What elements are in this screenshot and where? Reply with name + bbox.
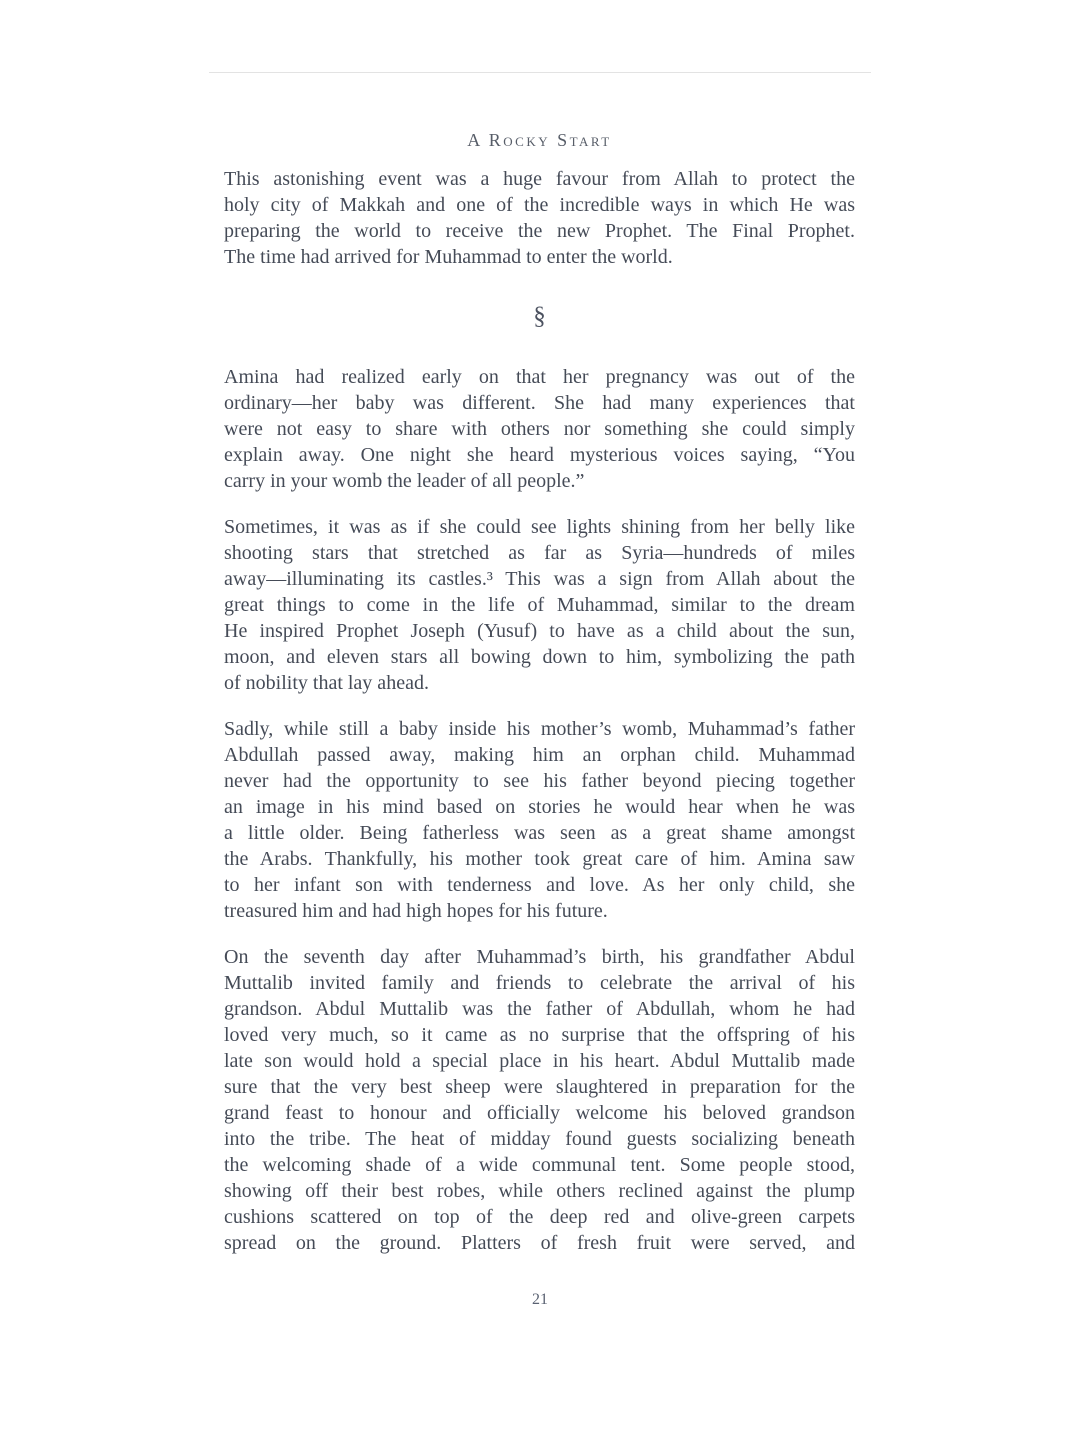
paragraph [224,716,855,924]
text-line: grand feast to honour and officially welcome his beloved grandson [224,1102,855,1124]
running-header-title: A Rocky Start [467,130,612,150]
text-line: treasured him and had high hopes for his future. [224,900,608,922]
text-line: sure that the very best sheep were slaughtered in preparation for the [224,1076,855,1098]
text-line: were not easy to share with others nor something she could simply [224,418,855,440]
text-line: carry in your womb the leader of all people.” [224,470,585,492]
text-line: Sometimes, it was as if she could see lights shining from her belly like [224,516,855,538]
section-break-mark: § [533,303,546,330]
text-line: ordinary—her baby was different. She had many experiences that [224,392,855,414]
text-line: to her infant son with tenderness and love. As her only child, she [224,874,855,896]
text-line: preparing the world to receive the new Prophet. The Final Prophet. [224,220,855,242]
page-number: 21 [532,1291,548,1308]
text-line: away—illuminating its castles.³ This was a sign from Allah about the [224,568,855,590]
text-line: This astonishing event was a huge favour from Allah to protect the [224,168,855,190]
text-line: of nobility that lay ahead. [224,672,429,694]
text-line: the Arabs. Thankfully, his mother took great care of him. Amina saw [224,848,855,870]
header-rule [209,72,871,73]
page-content [224,130,855,1276]
text-line: holy city of Makkah and one of the incredible ways in which He was [224,194,855,216]
text-line: a little older. Being fatherless was seen as a great shame amongst [224,822,855,844]
text-line: Amina had realized early on that her pregnancy was out of the [224,366,855,388]
text-line: He inspired Prophet Joseph (Yusuf) to have as a child about the sun, [224,620,855,642]
text-line: Muttalib invited family and friends to celebrate the arrival of his [224,972,855,994]
text-line: the welcoming shade of a wide communal tent. Some people stood, [224,1154,855,1176]
text-line: spread on the ground. Platters of fresh fruit were served, and [224,1232,855,1254]
text-line: shooting stars that stretched as far as Syria—hundreds of miles [224,542,855,564]
text-line: grandson. Abdul Muttalib was the father of Abdullah, whom he had [224,998,855,1020]
text-line: great things to come in the life of Muhammad, similar to the dream [224,594,855,616]
text-line: cushions scattered on top of the deep red and olive-green carpets [224,1206,855,1228]
text-line: Sadly, while still a baby inside his mother’s womb, Muhammad’s father [224,718,855,740]
text-line: explain away. One night she heard mysterious voices saying, “You [224,444,855,466]
paragraph [224,944,855,1256]
text-line: On the seventh day after Muhammad’s birth, his grandfather Abdul [224,946,855,968]
text-line: an image in his mind based on stories he would hear when he was [224,796,855,818]
text-line: showing off their best robes, while others reclined against the plump [224,1180,855,1202]
body-text [224,166,855,1256]
text-line: moon, and eleven stars all bowing down to him, symbolizing the path [224,646,855,668]
paragraph [224,166,855,270]
text-line: late son would hold a special place in his heart. Abdul Muttalib made [224,1050,855,1072]
text-line: never had the opportunity to see his father beyond piecing together [224,770,855,792]
text-line: Abdullah passed away, making him an orphan child. Muhammad [224,744,855,766]
paragraph [224,514,855,696]
text-line: loved very much, so it came as no surprise that the offspring of his [224,1024,855,1046]
text-line: The time had arrived for Muhammad to enter the world. [224,246,673,268]
text-line: into the tribe. The heat of midday found guests socializing beneath [224,1128,855,1150]
paragraph [224,364,855,494]
